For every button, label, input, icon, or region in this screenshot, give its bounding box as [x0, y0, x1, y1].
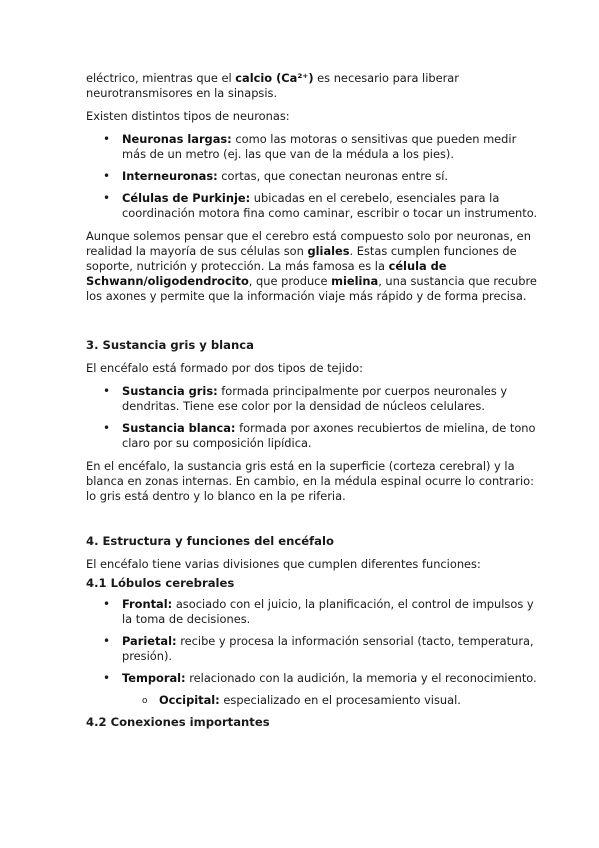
calcium-paragraph [86, 71, 539, 101]
spacer [86, 312, 539, 338]
divisions-intro: El encéfalo tiene varias divisiones que cumplen diferentes funciones: [86, 557, 481, 571]
glial-paragraph [86, 229, 539, 304]
item-term: Occipital: [159, 693, 220, 707]
text-span: eléctrico, mientras que el [86, 71, 236, 85]
subsection-4-2-heading: 4.2 Conexiones importantes [86, 715, 270, 729]
tissue-list [86, 384, 539, 451]
calcium-term: calcio (Ca²⁺) [235, 71, 314, 85]
item-text: especializado en el procesamiento visual. [219, 693, 461, 707]
neuron-types-list [86, 132, 539, 221]
tissue-location-paragraph: En el encéfalo, la sustancia gris está en la superficie (corteza cerebral) y la blanca en zonas internas. En cambio, en la médula espinal ocurre lo contrario: lo gris está dentro y lo blanco en la pe riferia. [86, 459, 534, 503]
spacer [86, 512, 539, 534]
item-term: Neuronas largas: [122, 132, 232, 146]
glial-term: gliales [307, 244, 350, 258]
list-item [86, 169, 539, 184]
text-span: . Estas cumplen funciones de soporte, nutrición y protección. La más famosa es la [86, 244, 517, 273]
text-span: , una sustancia que recubre los axones y permite que la información viaje más rápido y de forma precisa. [86, 274, 537, 303]
neuron-types-intro: Existen distintos tipos de neuronas: [86, 109, 290, 123]
text-span: es necesario para liberar neurotransmisores en la sinapsis. [86, 71, 459, 100]
item-text: como las motoras o sensitivas que pueden medir más de un metro (ej. las que van de la médula a los pies). [122, 132, 517, 161]
section-4-heading: 4. Estructura y funciones del encéfalo [86, 534, 334, 548]
section-3-heading: 3. Sustancia gris y blanca [86, 338, 254, 352]
item-term: Parietal: [122, 634, 177, 648]
list-item [86, 671, 539, 686]
item-term: Temporal: [122, 671, 186, 685]
item-term: Interneuronas: [122, 169, 218, 183]
schwann-term: célula de Schwann/oligodendrocito [86, 259, 447, 288]
myelin-term: mielina [331, 274, 379, 288]
list-item-nested [86, 693, 539, 708]
text-span: Aunque solemos pensar que el cerebro está compuesto solo por neuronas, en realidad la mayoría de sus células son [86, 229, 531, 258]
list-item [86, 421, 539, 451]
item-term: Sustancia blanca: [122, 421, 236, 435]
text-span: , que produce [248, 274, 332, 288]
list-item [86, 597, 539, 627]
item-text: cortas, que conectan neuronas entre sí. [217, 169, 448, 183]
list-item [86, 634, 539, 664]
item-text: formada principalmente por cuerpos neuronales y dendritas. Tiene ese color por la densidad de núcleos celulares. [122, 384, 508, 413]
item-text: relacionado con la audición, la memoria y el reconocimiento. [185, 671, 537, 685]
item-term: Células de Purkinje: [122, 191, 251, 205]
item-term: Frontal: [122, 597, 173, 611]
item-text: formada por axones recubiertos de mielina, de tono claro por su composición lipídica. [122, 421, 536, 450]
list-item [86, 191, 539, 221]
list-item [86, 384, 539, 414]
subsection-4-1-heading: 4.1 Lóbulos cerebrales [86, 576, 235, 590]
tissue-intro: El encéfalo está formado por dos tipos de tejido: [86, 361, 363, 375]
item-text: recibe y procesa la información sensorial (tacto, temperatura, presión). [122, 634, 534, 663]
item-term: Sustancia gris: [122, 384, 218, 398]
item-text: asociado con el juicio, la planificación, el control de impulsos y la toma de decisiones. [122, 597, 534, 626]
lobes-list [86, 597, 539, 708]
item-text: ubicadas en el cerebelo, esenciales para la coordinación motora fina como caminar, escribir o tocar un instrumento. [122, 191, 538, 220]
list-item [86, 132, 539, 162]
